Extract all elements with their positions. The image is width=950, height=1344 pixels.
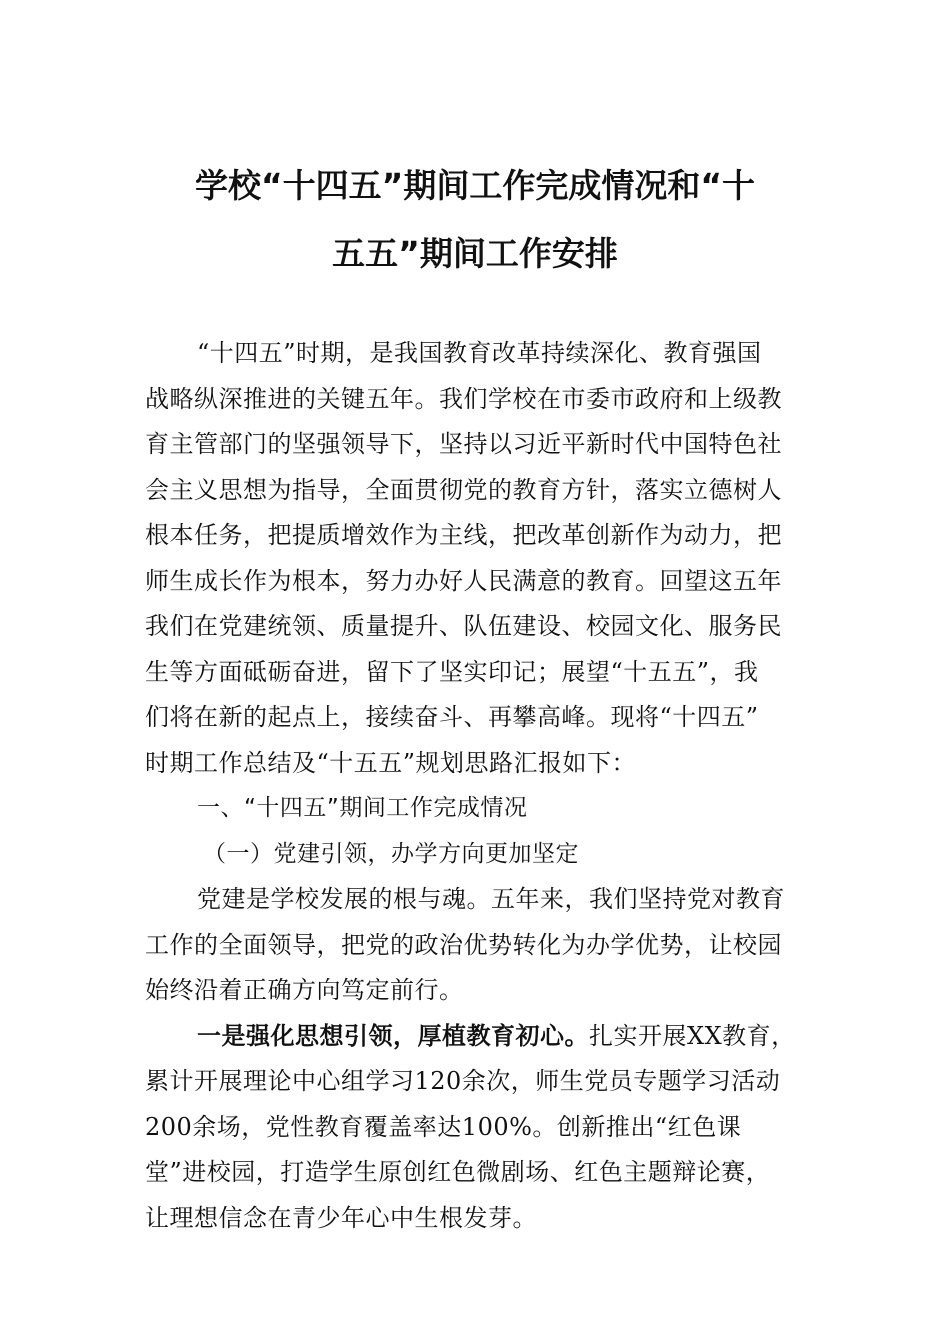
paragraph-line: 党建是学校发展的根与魂。五年来，我们坚持党对教育 bbox=[197, 885, 785, 913]
intro-line: 时期工作总结及“十五五”规划思路汇报如下： bbox=[145, 748, 637, 777]
intro-line: 们将在新的起点上，接续奋斗、再攀高峰。现将“十四五” bbox=[145, 703, 759, 731]
intro-line: 生等方面砥砺奋进，留下了坚实印记；展望“十五五”，我 bbox=[145, 657, 759, 686]
paragraph-line: 200余场，党性教育覆盖率达100%。创新推出“红色课 bbox=[145, 1112, 742, 1141]
subsection-heading: （一）党建引领，办学方向更加坚定 bbox=[203, 840, 579, 867]
paragraph-line: 堂”进校园，打造学生原创红色微剧场、红色主题辩论赛， bbox=[145, 1158, 771, 1186]
intro-line: 师生成长作为根本，努力办好人民满意的教育。回望这五年 bbox=[145, 566, 782, 595]
paragraph-line: 让理想信念在青少年心中生根发芽。 bbox=[145, 1203, 537, 1232]
section-heading: 一、“十四五”期间工作完成情况 bbox=[197, 795, 528, 821]
intro-line: 我们在党建统领、质量提升、队伍建设、校园文化、服务民 bbox=[145, 612, 782, 640]
intro-line: 会主义思想为指导，全面贯彻党的教育方针，落实立德树人 bbox=[145, 475, 782, 504]
intro-line: 战略纵深推进的关键五年。我们学校在市委市政府和上级教 bbox=[145, 384, 782, 413]
paragraph-line: 始终沿着正确方向笃定前行。 bbox=[145, 976, 464, 1004]
document-title-line-1: 学校“十四五”期间工作完成情况和“十 bbox=[194, 166, 756, 205]
document-title-line-2: 五五”期间工作安排 bbox=[332, 234, 618, 273]
intro-line: “十四五”时期，是我国教育改革持续深化、教育强国 bbox=[197, 339, 762, 367]
bold-lead-phrase: 一是强化思想引领，厚植教育初心。 bbox=[197, 1021, 589, 1050]
intro-line: 育主管部门的坚强领导下，坚持以习近平新时代中国特色社 bbox=[145, 430, 782, 458]
document-body bbox=[145, 331, 810, 1241]
paragraph-text: 扎实开展XX教育， bbox=[589, 1021, 796, 1050]
paragraph-line bbox=[145, 1014, 810, 1060]
paragraph-line: 累计开展理论中心组学习120余次，师生党员专题学习活动 bbox=[145, 1067, 781, 1095]
paragraph-line: 工作的全面领导，把党的政治优势转化为办学优势，让校园 bbox=[145, 930, 782, 959]
intro-line: 根本任务，把提质增效作为主线，把改革创新作为动力，把 bbox=[145, 521, 782, 549]
